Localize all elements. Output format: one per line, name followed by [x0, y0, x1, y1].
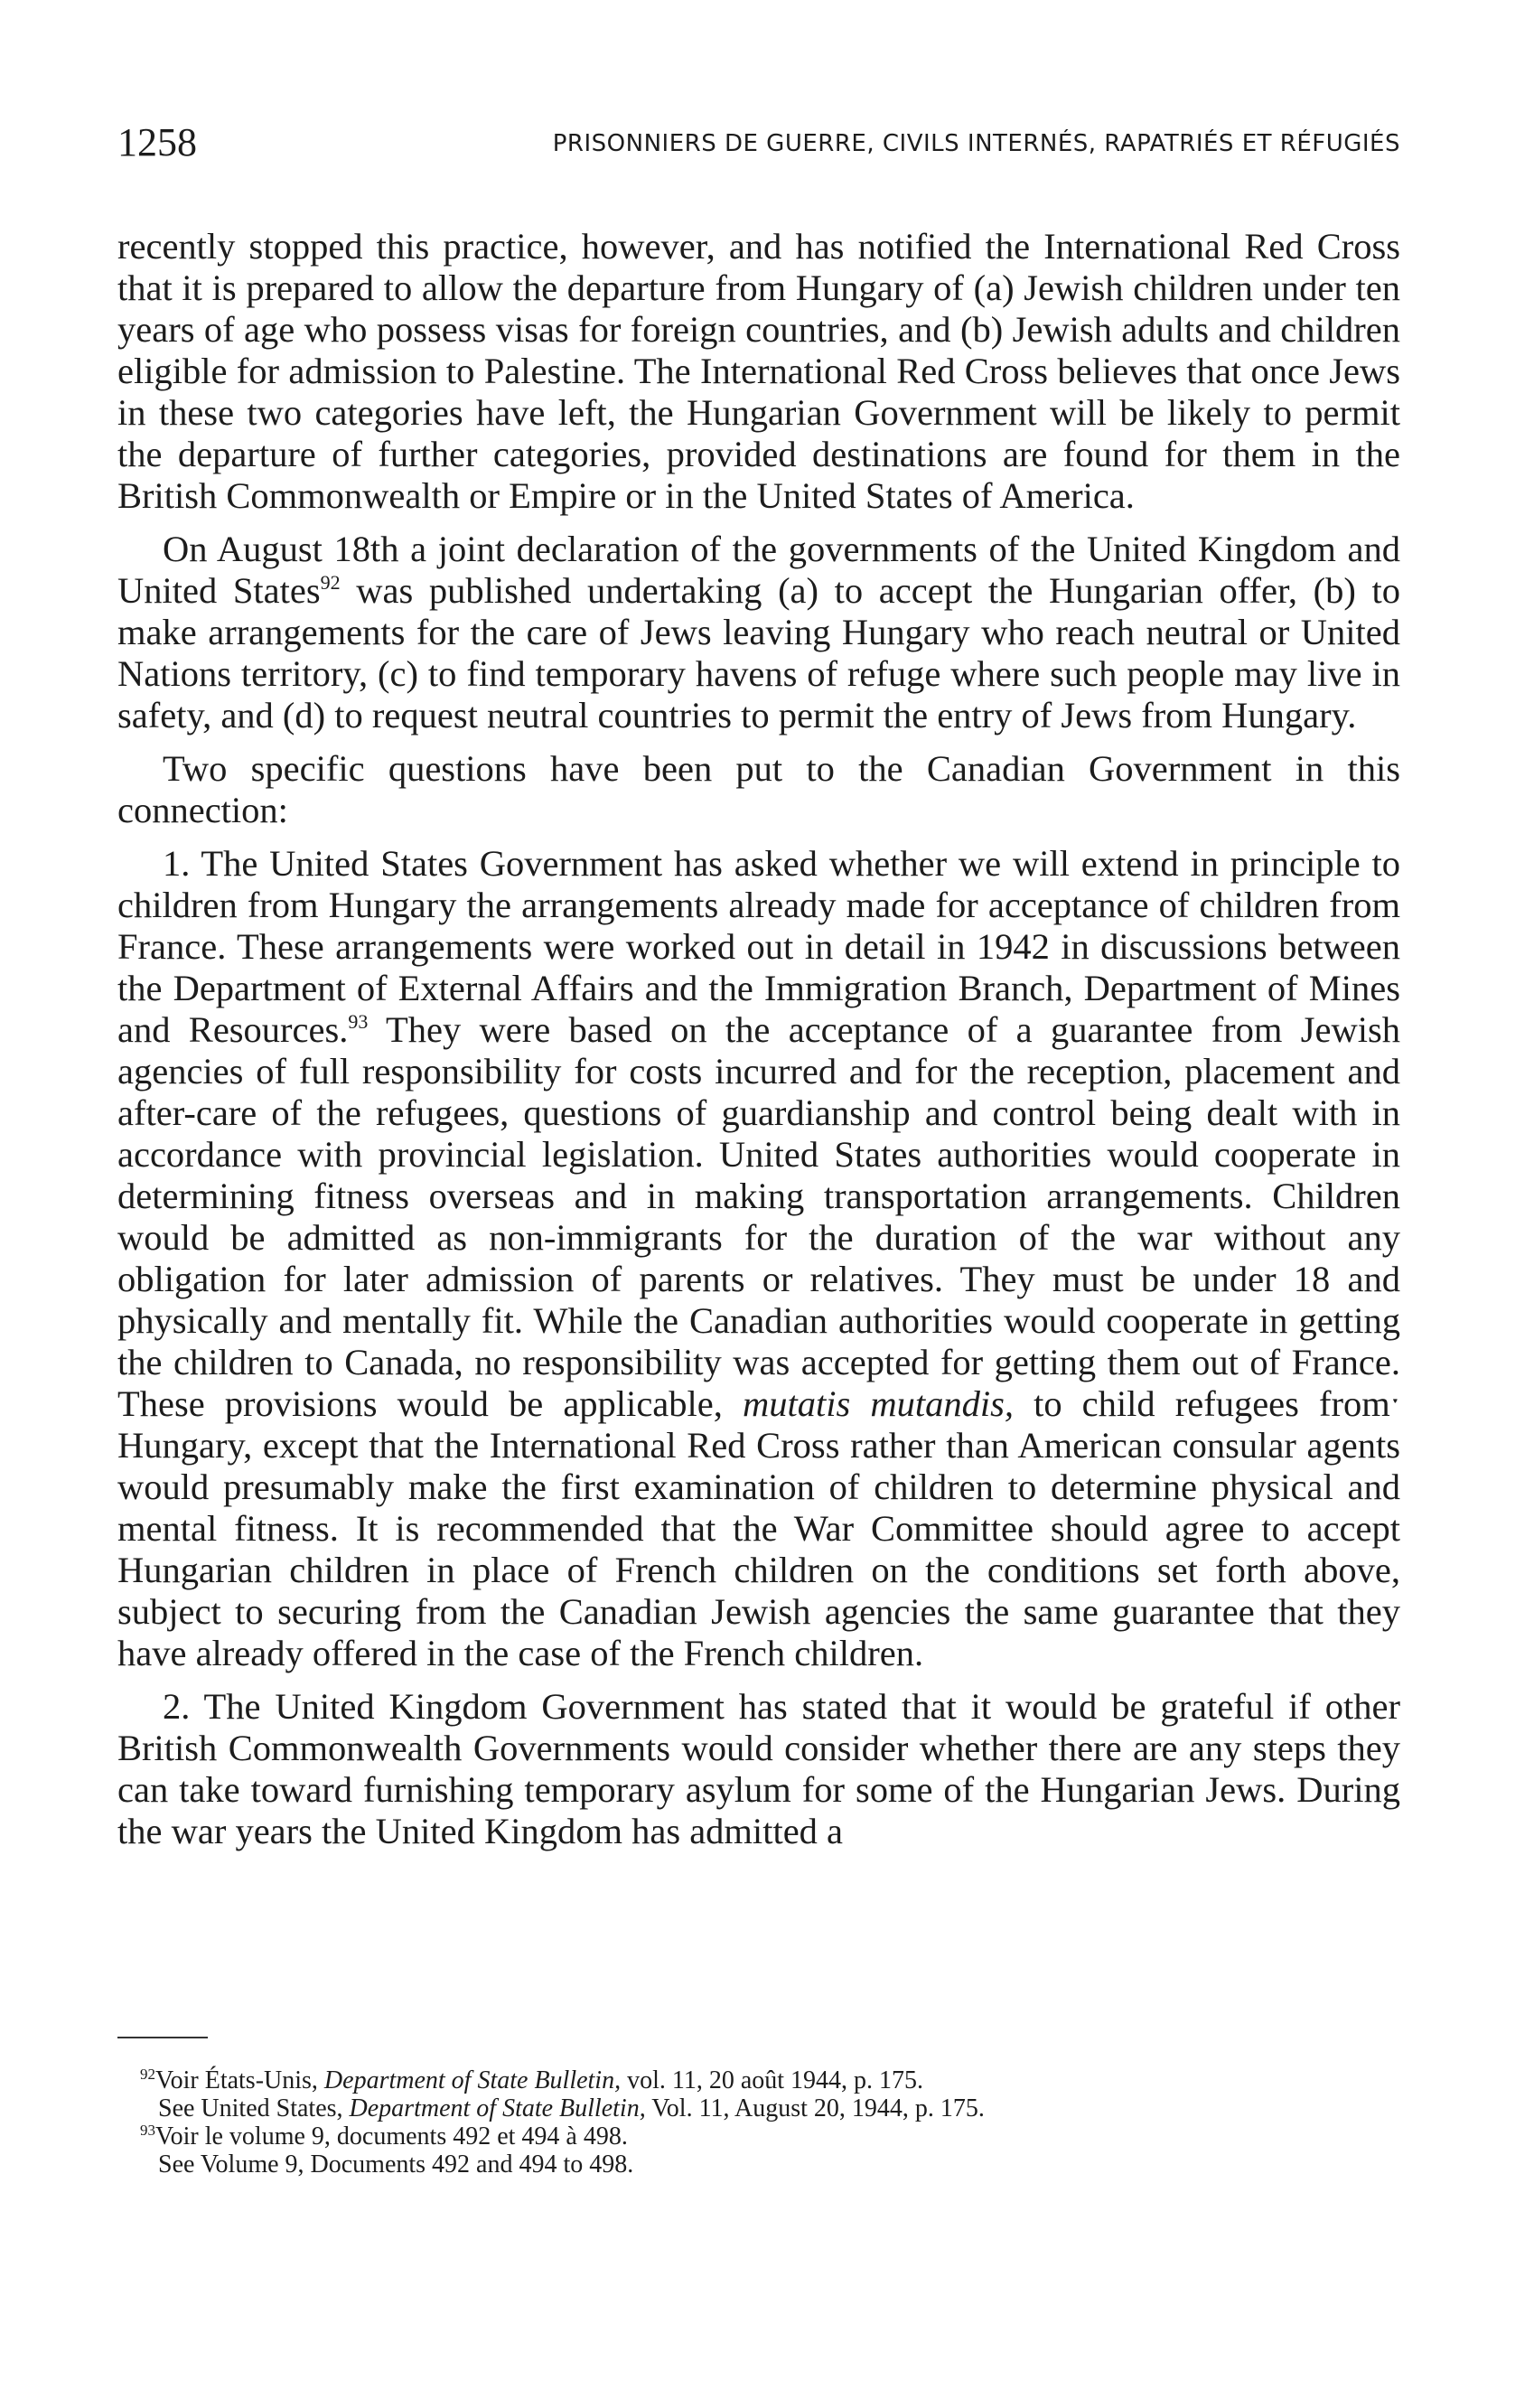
footnote-text: See United States, — [158, 2094, 350, 2122]
paragraph-question-1 — [117, 843, 1400, 1674]
footnote-text: Voir le volume 9, documents 492 et 494 à 498. — [155, 2122, 628, 2150]
footnote-title: Department of State Bulletin, — [349, 2094, 646, 2122]
footnote-number: 93 — [140, 2122, 155, 2139]
footnote-number: 92 — [140, 2066, 155, 2083]
footnote-92-french — [117, 2066, 1400, 2094]
paragraph-text: 1. The United States Government has asked whether we will extend in principle to children from Hungary the arrangements already made for acceptance of children from France. These arrangements were worked out in detail in 1942 in discussions between the Department of External Affairs and the Immigration Branch, Department of Mines and Resources. — [117, 843, 1400, 1050]
footnote-92-english — [117, 2094, 1400, 2122]
italic-phrase: mutatis mutandis, — [742, 1383, 1014, 1424]
paragraph-text: 2. The United Kingdom Government has stated that it would be grateful if other British Commonwealth Governments would consider whether there are any steps they can take toward furnishing temporary asylum for some of the Hungarian Jews. During the war years the United Kingdom has admitted a — [117, 1686, 1400, 1851]
paragraph-text: was published undertaking (a) to accept the Hungarian offer, (b) to make arrangements for the care of Jews leaving Hungary who reach neutral or United Nations territory, (c) to find temporary havens of refuge where such people may live in safety, and (d) to request neutral countries to permit the entry of Jews from Hungary. — [117, 570, 1400, 736]
paragraph-questions — [117, 748, 1400, 831]
footnote-93-english — [117, 2150, 1400, 2178]
paragraph-continued — [117, 226, 1400, 517]
paragraph-question-2 — [117, 1686, 1400, 1852]
paragraph-text: On August 18th a joint declaration of the governments of the United Kingdom and United States — [117, 529, 1400, 611]
footnote-divider — [117, 2037, 208, 2038]
page-header — [117, 119, 1400, 164]
paragraph-text: recently stopped this practice, however, and has notified the International Red Cross that it is prepared to allow the departure from Hungary of (a) Jewish children under ten years of age who possess visas for foreign countries, and (b) Jewish adults and children eligible for admission to Palestine. The International Red Cross believes that once Jews in these two categories have left, the Hungarian Government will be likely to permit the departure of further categories, provided destinations are found for them in the British Commonwealth or Empire or in the United States of America. — [117, 226, 1400, 516]
footnotes — [117, 2066, 1400, 2178]
paragraph-text: Two specific questions have been put to the Canadian Government in this connection: — [117, 748, 1400, 830]
body-text — [117, 226, 1400, 1864]
footnote-text: Voir États-Unis, — [155, 2066, 324, 2094]
footnote-title: Department of State Bulletin, — [323, 2066, 622, 2094]
footnote-ref-93: 93 — [348, 1010, 369, 1033]
paragraph-text: They were based on the acceptance of a guarantee from Jewish agencies of full responsibility for costs incurred and for the reception, placement and after-care of the refugees, questions of guardianship and control being dealt with in accordance with provincial legislation. United States authorities would cooperate in determining fitness overseas and in making transportation arrangements. Children would be admitted as non-immigrants for the duration of the war without any obligation for later admission of parents or relatives. They must be under 18 and physically and mentally fit. While the Canadian authorities would cooperate in getting the children to Canada, no responsibility was accepted for getting them out of France. These provisions would be applicable, — [117, 1009, 1400, 1424]
footnote-ref-92: 92 — [320, 571, 341, 594]
paragraph-text: to child refugees fromˑ Hungary, except that the International Red Cross rather than American consular agents would presumably make the first examination of children to determine physical and mental fitness. It is recommended that the War Committee should agree to accept Hungarian children in place of French children on the conditions set forth above, subject to securing from the Canadian Jewish agencies the same guarantee that they have already offered in the case of the French children. — [117, 1383, 1401, 1673]
paragraph-joint-declaration — [117, 529, 1400, 736]
running-head: PRISONNIERS DE GUERRE, CIVILS INTERNÉS, RAPATRIÉS ET RÉFUGIÉS — [552, 130, 1400, 157]
page-number: 1258 — [117, 120, 197, 164]
footnote-93-french — [117, 2122, 1400, 2150]
footnote-text: Vol. 11, August 20, 1944, p. 175. — [645, 2094, 985, 2122]
footnote-text: vol. 11, 20 août 1944, p. 175. — [621, 2066, 924, 2094]
footnote-text: See Volume 9, Documents 492 and 494 to 498. — [158, 2150, 634, 2178]
